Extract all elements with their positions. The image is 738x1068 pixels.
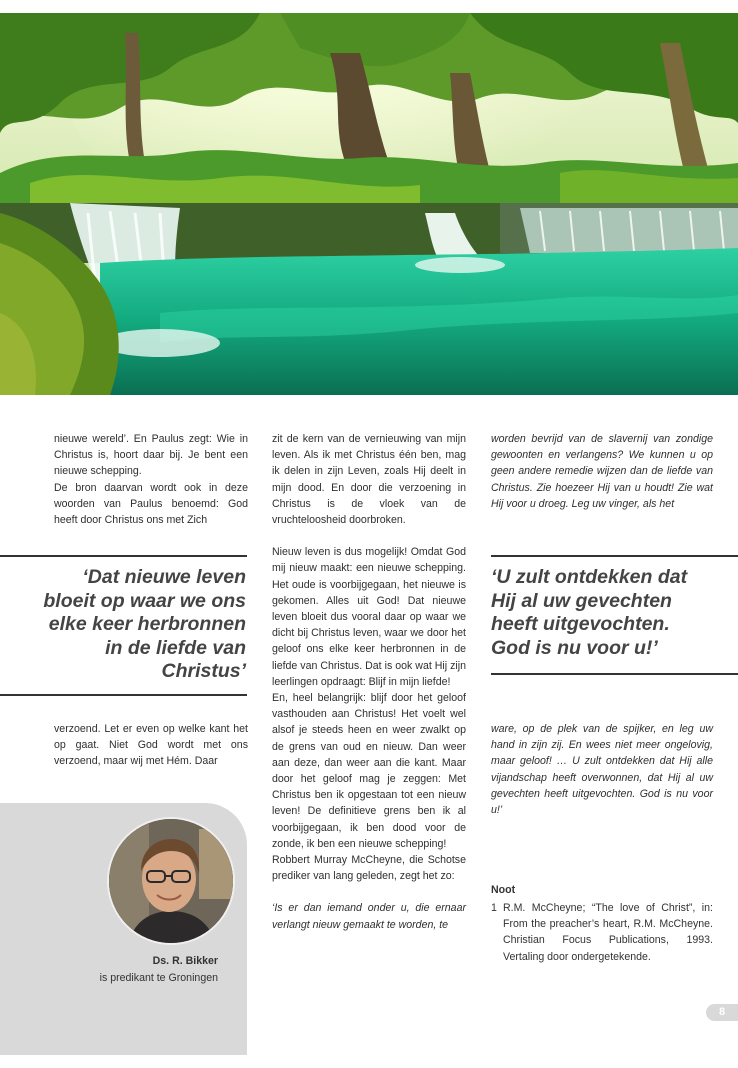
pull-quote-line: ‘Dat nieuwe leven bbox=[82, 566, 246, 588]
quote-paragraph: ‘Is er dan iemand onder u, die ernaar verlangt nieuw gemaakt te worden, te bbox=[272, 902, 466, 931]
pull-quote-line: bloeit op waar we ons bbox=[43, 589, 246, 612]
hero-photo bbox=[0, 13, 738, 395]
paragraph: zit de kern van de vernieuwing van mijn leven. Als ik met Christus één ben, mag ik delen in zijn Leven, zoals Hij deelt in mijn dood. En door die verzoening in Christus is de vloek van de vruchteloosheid doorbroken. bbox=[272, 433, 466, 527]
paragraph: Nieuw leven is dus mogelijk! Omdat God mij nieuw maakt: een nieuwe schepping. Het oude is voorbijgegaan, het nieuwe is gekomen. Alles uit God! Dat nieuwe leven bloeit dus vooral daar op waar we dicht bij Christus leven, waar we door het geloof ons elke keer herbronnen in de liefde van Christus. Dat is ook wat Hij zijn leerlingen opdraagt: Blijf in mijn liefde! bbox=[272, 546, 466, 688]
column-1-top bbox=[54, 431, 248, 528]
pull-quote-line: Hij al uw gevechten bbox=[491, 589, 672, 612]
author-portrait bbox=[109, 819, 233, 943]
paragraph: De bron daarvan wordt ook in deze woorden van Paulus benoemd: God heeft door Christus ons met Zich bbox=[54, 481, 248, 527]
divider bbox=[491, 673, 738, 675]
author-name: Ds. R. Bikker bbox=[152, 955, 218, 967]
column-3-top bbox=[491, 431, 713, 512]
pull-quote-line: Christus’ bbox=[161, 660, 246, 683]
footnote-text: R.M. McCheyne; “The love of Christ”, in: From the preacher’s heart, R.M. McCheyne. Christian Focus Publications, 1993. Vertaling door ondergetekende. bbox=[503, 902, 713, 963]
pull-quote-line: God is nu voor u!’ bbox=[491, 636, 658, 659]
paragraph: verzoend. Let er even op welke kant het op gaat. Niet God wordt met ons verzoend, maar wij met Hém. Daar bbox=[54, 723, 248, 768]
pull-quote-right bbox=[491, 566, 738, 660]
column-2 bbox=[272, 431, 466, 933]
author-role: is predikant te Groningen bbox=[99, 972, 218, 984]
paragraph: Robbert Murray McCheyne, die Schotse prediker van lang geleden, zegt het zo: bbox=[272, 854, 466, 883]
paragraph: nieuwe wereld’. En Paulus zegt: Wie in Christus is, hoort daar bij. Je bent een nieuwe schepping. bbox=[54, 433, 248, 478]
divider bbox=[491, 555, 738, 557]
quote-paragraph: worden bevrijd van de slavernij van zondige gewoonten en verlangens? We kunnen u op geen andere remedie wijzen dan de liefde van Christus. Zie hoezeer Hij van u houdt! Zie wat Hij voor u droeg. Leg uw vinger, als het bbox=[491, 433, 713, 510]
page-number: 8 bbox=[706, 1004, 738, 1021]
column-3-bottom bbox=[491, 721, 713, 818]
pull-quote-line: ‘U zult ontdekken dat bbox=[491, 566, 688, 588]
divider bbox=[0, 694, 247, 696]
waterfall-illustration bbox=[0, 13, 738, 395]
footnote-number: 1 bbox=[491, 902, 497, 914]
quote-paragraph: ware, op de plek van de spijker, en leg uw hand in zijn zij. En wees niet meer ongelovig, maar geloof! … U zult ontdekken dat Hij alle vijandschap heeft overwonnen, dat Hij al uw gevechten heeft uitgevochten. God is nu voor u!’ bbox=[491, 723, 713, 817]
pull-quote-line: elke keer herbronnen bbox=[48, 613, 246, 636]
pull-quote-left bbox=[0, 566, 246, 684]
paragraph: En, heel belangrijk: blijf door het geloof vasthouden aan Christus! Het voelt wel alsof je steeds heen en weer zwalkt op de grens van oud en nieuw. Dan weer aan deze, dan weer aan die kant. Maar door het geloof mag je zeggen: Met Christus ben ik opgestaan tot een nieuw leven! De definitieve grens ben ik al voorbijgegaan, ik ben dood voor de zonde, ik ben een nieuwe schepping! bbox=[272, 692, 466, 850]
note-title: Noot bbox=[491, 884, 516, 896]
pull-quote-line: heeft uitgevochten. bbox=[491, 613, 670, 636]
column-1-bottom bbox=[54, 721, 248, 770]
avatar bbox=[107, 817, 235, 945]
pull-quote-line: in de liefde van bbox=[105, 636, 246, 659]
footnote bbox=[491, 900, 713, 965]
divider bbox=[0, 555, 247, 557]
